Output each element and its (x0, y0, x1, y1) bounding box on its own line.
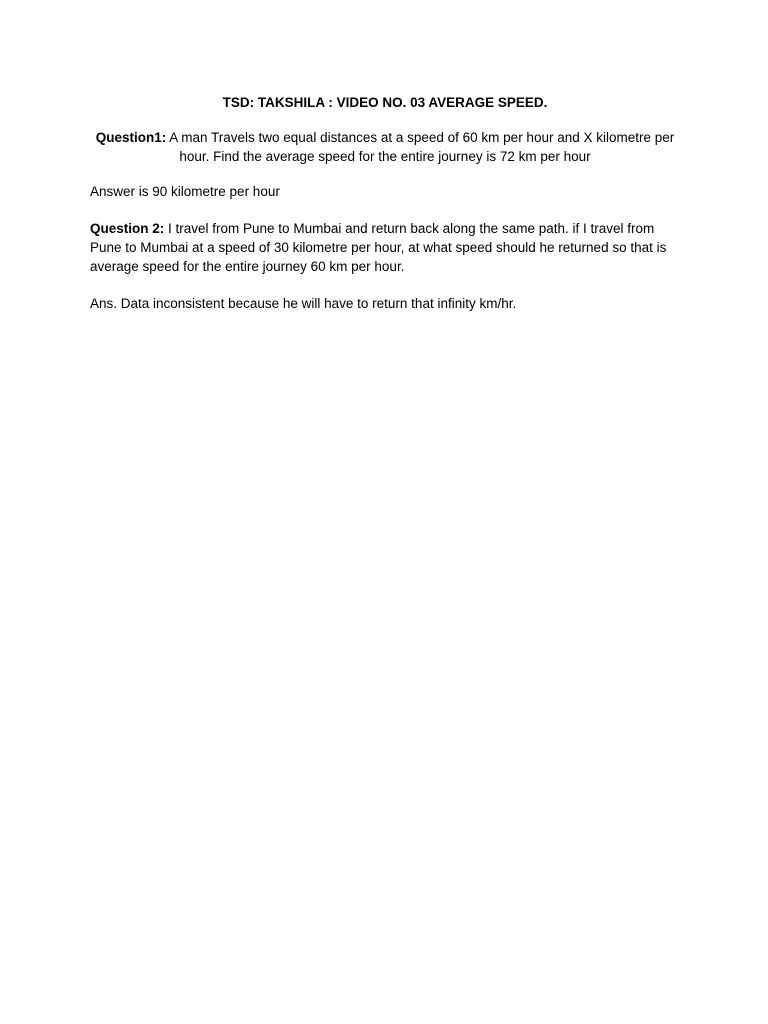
document-title: TSD: TAKSHILA : VIDEO NO. 03 AVERAGE SPEED. (222, 95, 548, 110)
answer-2: Ans. Data inconsistent because he will have to return that infinity km/hr. (90, 296, 517, 311)
question-1-text: A man Travels two equal distances at a speed of 60 km per hour and X kilometre per hour. Find the average speed for the entire journey is 72 km per hour (166, 130, 675, 164)
answer-1: Answer is 90 kilometre per hour (90, 184, 280, 199)
question-2-label: Question 2: (90, 221, 165, 236)
question-2-text: I travel from Pune to Mumbai and return back along the same path. if I travel from Pune to Mumbai at a speed of 30 kilometre per hour, at what speed should he returned so that is average speed for the entire journey 60 km per hour. (90, 221, 667, 274)
question-1 (90, 128, 680, 166)
document-body (90, 93, 680, 331)
question-1-label: Question1: (95, 130, 167, 145)
question-2 (90, 219, 680, 276)
